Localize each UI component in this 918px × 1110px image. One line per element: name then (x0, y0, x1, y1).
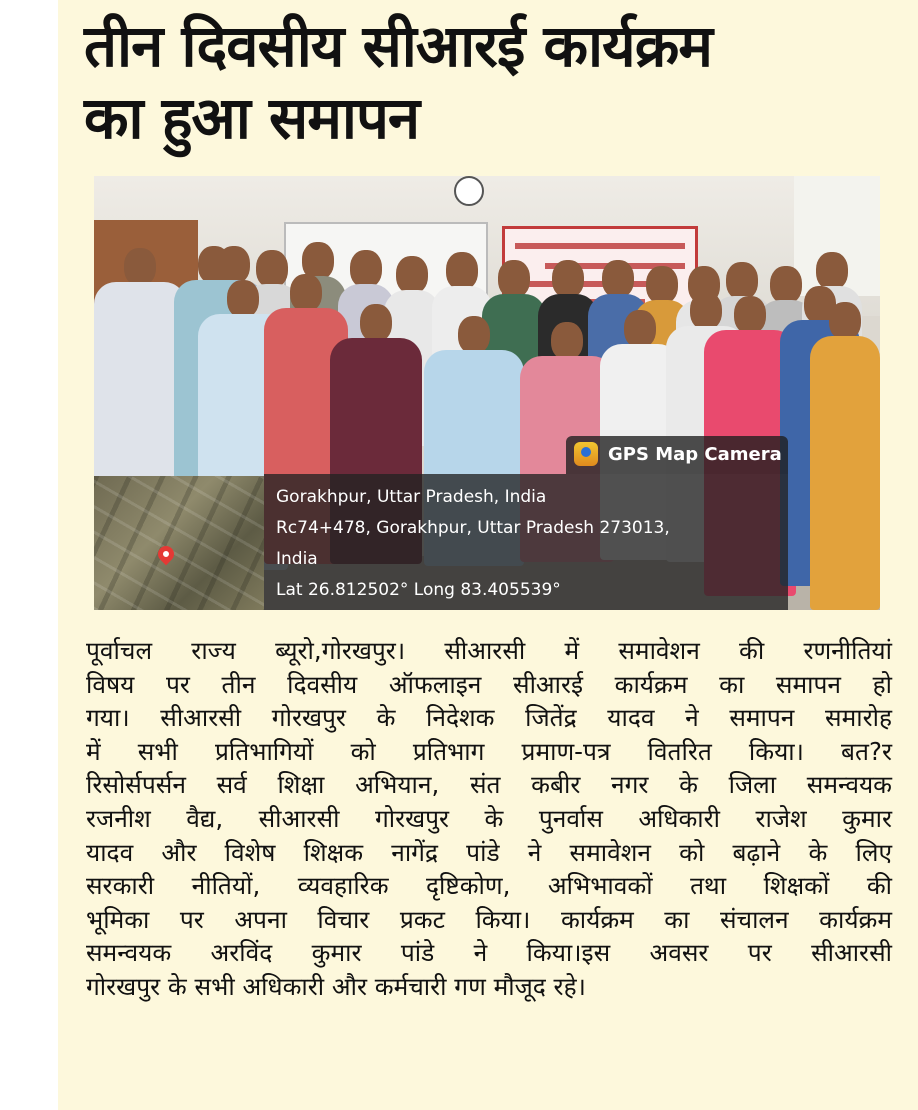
article-body (86, 634, 892, 1004)
gps-country-line: India (276, 549, 318, 569)
gps-address-line: Rc74+478, Gorakhpur, Uttar Pradesh 273013, (276, 518, 670, 538)
article-line: में सभी प्रतिभागियों को प्रतिभाग प्रमाण-पत्र वितरित किया। बत?र (86, 736, 892, 766)
article-line: रजनीश वैद्य, सीआरसी गोरखपुर के पुनर्वास अधिकारी राजेश कुमार (86, 803, 892, 833)
gps-map-camera-icon (574, 442, 598, 466)
gps-location-box (264, 474, 788, 610)
article-line: समन्वयक अरविंद कुमार पांडे ने किया।इस अवसर पर सीआरसी (86, 938, 892, 968)
headline-line-2: का हुआ समापन (84, 84, 420, 152)
gps-app-label: GPS Map Camera (608, 444, 782, 465)
article-line: गया। सीआरसी गोरखपुर के निदेशक जितेंद्र यादव ने समापन समारोह (86, 703, 892, 733)
article-line: विषय पर तीन दिवसीय ऑफलाइन सीआरई कार्यक्रम का समापन हो (86, 669, 892, 699)
gps-camera-tag (566, 436, 788, 474)
article-line: सरकारी नीतियों, व्यवहारिक दृष्टिकोण, अभिभावकों तथा शिक्षकों की (86, 871, 892, 901)
headline-line-1: तीन दिवसीय सीआरई कार्यक्रम (84, 12, 712, 80)
wall-clock-icon (454, 176, 484, 206)
article-line: भूमिका पर अपना विचार प्रकट किया। कार्यक्रम का संचालन कार्यक्रम (86, 904, 892, 934)
article-line: यादव और विशेष शिक्षक नागेंद्र पांडे ने समावेशन को बढ़ाने के लिए (86, 837, 892, 867)
article-line: पूर्वाचल राज्य ब्यूरो,गोरखपुर। सीआरसी में समावेशन की रणनीतियां (86, 636, 892, 665)
gps-coordinates-line: Lat 26.812502° Long 83.405539° (276, 580, 561, 600)
newspaper-clipping (58, 0, 918, 1110)
article-line: रिसोर्सपर्सन सर्व शिक्षा अभियान, संत कबीर नगर के जिला समन्वयक (86, 770, 892, 800)
headline (84, 10, 884, 154)
article-line: गोरखपुर के सभी अधिकारी और कर्मचारी गण मौजूद रहे। (86, 971, 586, 1001)
gps-location-line: Gorakhpur, Uttar Pradesh, India (276, 487, 547, 507)
map-pin-icon (155, 543, 178, 566)
satellite-map-thumbnail (94, 476, 264, 610)
